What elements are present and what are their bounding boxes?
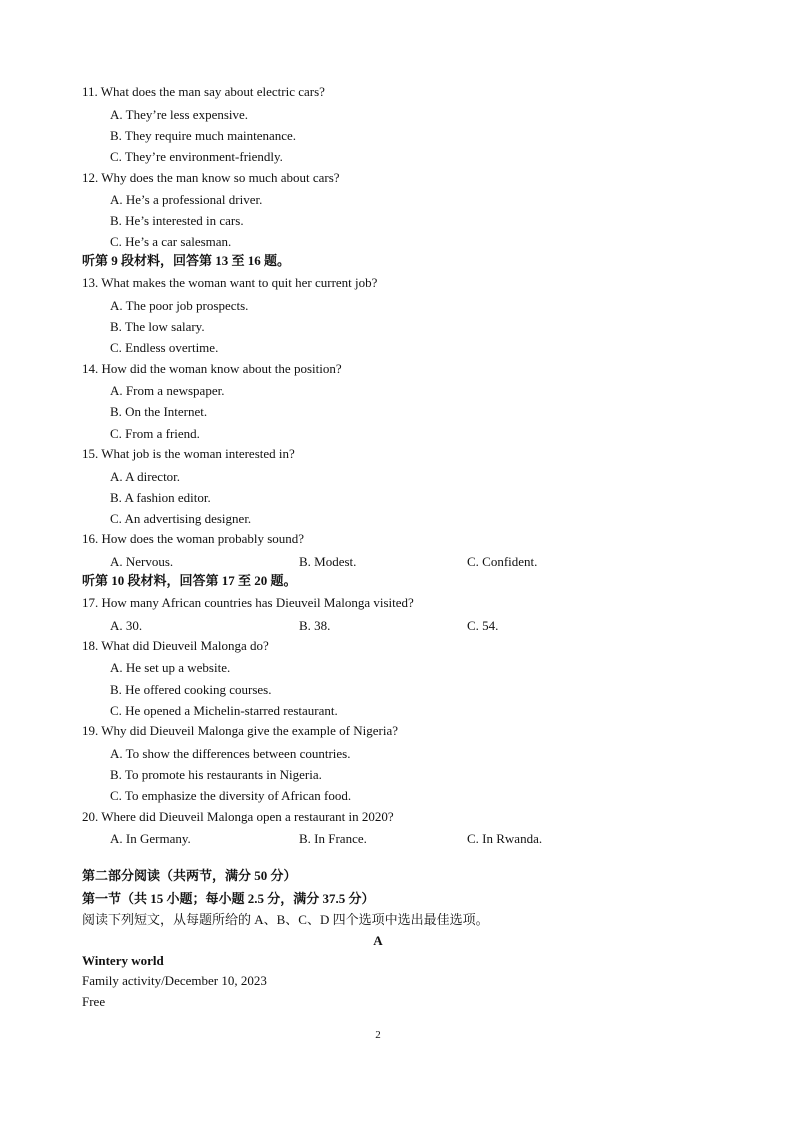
question-16-option-a: A. Nervous.: [110, 554, 174, 569]
part-2-directions: 阅读下列短文，从每题所给的 A、B、C、D 四个选项中选出最佳选项。: [82, 912, 489, 927]
part-2-heading: 第二部分阅读（共两节，满分 50 分）: [82, 868, 297, 883]
question-20-option-c: C. In Rwanda.: [467, 831, 543, 846]
question-11-stem: 11. What does the man say about electric cars?: [82, 84, 325, 99]
page-number: 2: [375, 1029, 381, 1041]
question-19-option-c: C. To emphasize the diversity of African food.: [110, 788, 352, 803]
question-20-stem: 20. Where did Dieuveil Malonga open a restaurant in 2020?: [82, 809, 394, 824]
question-12-stem: 12. Why does the man know so much about cars?: [82, 170, 340, 185]
question-15-option-b: B. A fashion editor.: [110, 490, 211, 505]
question-18-option-c: C. He opened a Michelin-starred restaurant.: [110, 703, 338, 718]
question-17-option-b: B. 38.: [299, 618, 331, 633]
passage-title: Wintery world: [82, 953, 164, 968]
question-18-stem: 18. What did Dieuveil Malonga do?: [82, 638, 269, 653]
question-16-option-c: C. Confident.: [467, 554, 538, 569]
question-11-option-a: A. They’re less expensive.: [110, 107, 249, 122]
question-17-stem: 17. How many African countries has Dieuveil Malonga visited?: [82, 595, 414, 610]
question-12-option-c: C. He’s a car salesman.: [110, 234, 232, 249]
question-20-option-a: A. In Germany.: [110, 831, 191, 846]
question-11-option-b: B. They require much maintenance.: [110, 128, 297, 143]
question-16-option-b: B. Modest.: [299, 554, 357, 569]
question-15-stem: 15. What job is the woman interested in?: [82, 446, 295, 461]
passage-letter: A: [373, 933, 383, 948]
question-19-option-a: A. To show the differences between countries.: [110, 746, 351, 761]
question-13-option-a: A. The poor job prospects.: [110, 298, 249, 313]
question-15-option-a: A. A director.: [110, 469, 181, 484]
question-20-option-b: B. In France.: [299, 831, 367, 846]
question-15-option-c: C. An advertising designer.: [110, 511, 252, 526]
question-14-option-b: B. On the Internet.: [110, 404, 208, 419]
question-14-option-a: A. From a newspaper.: [110, 383, 225, 398]
part-2-section-1-heading: 第一节（共 15 小题；每小题 2.5 分，满分 37.5 分）: [82, 891, 375, 906]
question-14-option-c: C. From a friend.: [110, 426, 200, 441]
question-11-option-c: C. They’re environment-friendly.: [110, 149, 283, 164]
question-13-option-c: C. Endless overtime.: [110, 340, 219, 355]
question-18-option-b: B. He offered cooking courses.: [110, 682, 272, 697]
question-18-option-a: A. He set up a website.: [110, 660, 231, 675]
question-12-option-b: B. He’s interested in cars.: [110, 213, 244, 228]
section-9-instruction: 听第 9 段材料，回答第 13 至 16 题。: [82, 253, 291, 268]
question-13-option-b: B. The low salary.: [110, 319, 205, 334]
question-12-option-a: A. He’s a professional driver.: [110, 192, 263, 207]
question-14-stem: 14. How did the woman know about the position?: [82, 361, 342, 376]
question-16-stem: 16. How does the woman probably sound?: [82, 531, 305, 546]
question-19-stem: 19. Why did Dieuveil Malonga give the example of Nigeria?: [82, 723, 398, 738]
passage-subtitle: Family activity/December 10, 2023: [82, 973, 267, 988]
section-10-instruction: 听第 10 段材料，回答第 17 至 20 题。: [82, 573, 297, 588]
question-13-stem: 13. What makes the woman want to quit her current job?: [82, 275, 378, 290]
passage-price: Free: [82, 994, 106, 1009]
question-17-option-a: A. 30.: [110, 618, 143, 633]
question-19-option-b: B. To promote his restaurants in Nigeria.: [110, 767, 322, 782]
question-17-option-c: C. 54.: [467, 618, 499, 633]
